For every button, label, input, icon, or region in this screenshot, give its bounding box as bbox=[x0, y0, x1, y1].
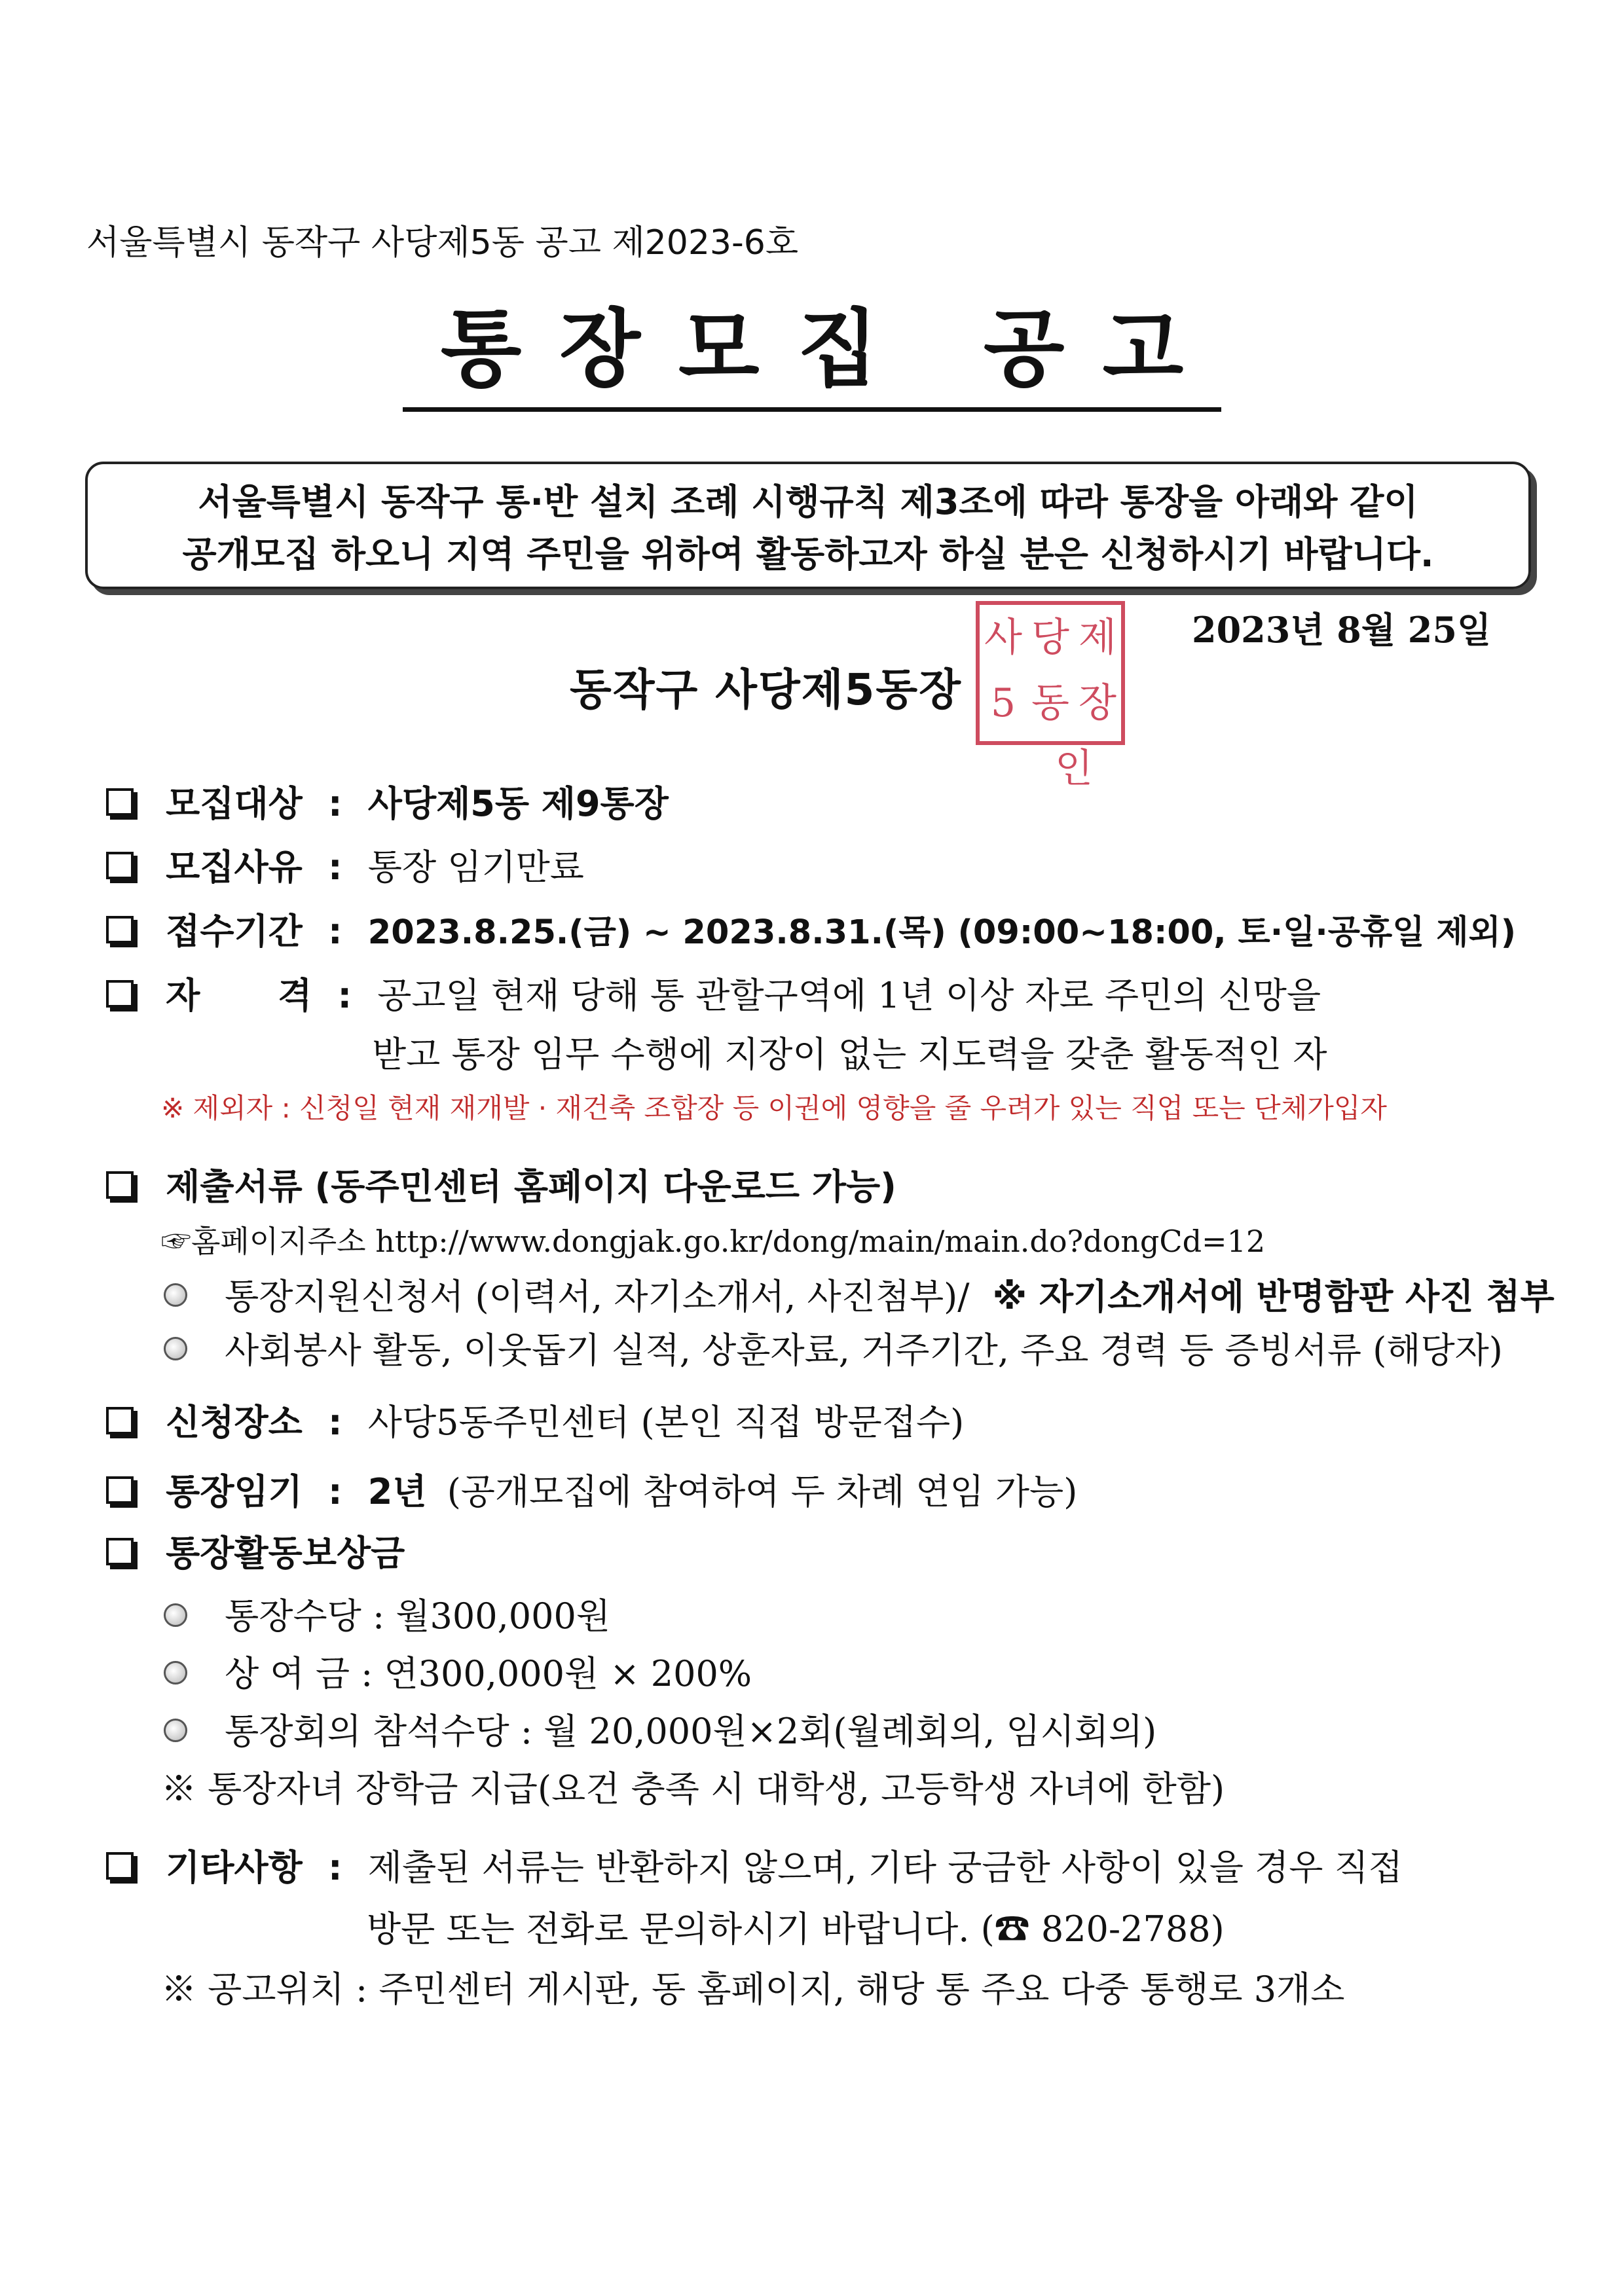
item-value: 사당제5동 제9통장 bbox=[367, 783, 669, 824]
colon: : bbox=[328, 1402, 342, 1443]
document-item-2 bbox=[164, 1322, 1503, 1373]
checkbox-icon bbox=[106, 852, 134, 879]
item-documents bbox=[106, 1159, 896, 1209]
page-title bbox=[0, 282, 1624, 412]
bullet-circle-icon bbox=[164, 1337, 187, 1360]
item-compensation bbox=[106, 1525, 405, 1576]
checkbox-icon bbox=[106, 788, 134, 816]
item-label: 접수기간 bbox=[166, 911, 303, 952]
bullet-circle-icon bbox=[164, 1661, 187, 1685]
qualification-line-2: 받고 통장 임무 수행에 지장이 없는 지도력을 갖춘 활동적인 자 bbox=[372, 1034, 1327, 1075]
compensation-item-1 bbox=[164, 1588, 610, 1639]
seal-char: 동 bbox=[1031, 680, 1069, 726]
notice-date: 2023년 8월 25일 bbox=[1192, 609, 1492, 651]
compensation-item-3 bbox=[164, 1704, 1156, 1754]
seal-char: 장 bbox=[1079, 680, 1116, 726]
item-value: 사당5동주민센터 (본인 직접 방문접수) bbox=[367, 1402, 965, 1443]
colon: : bbox=[337, 975, 352, 1016]
compensation-item-2 bbox=[164, 1646, 752, 1696]
checkbox-icon bbox=[106, 1852, 134, 1880]
compensation-text: 통장회의 참석수당 : 월 20,000원×2회(월례회의, 임시회의) bbox=[225, 1711, 1157, 1752]
checkbox-icon bbox=[106, 1476, 134, 1504]
document-text: 통장지원신청서 (이력서, 자기소개서, 사진첨부)/ bbox=[225, 1276, 970, 1317]
posting-location: ※ 공고위치 : 주민센터 게시판, 동 홈페이지, 해당 통 주요 다중 통행로 3개소 bbox=[161, 1969, 1345, 2010]
intro-line-2: 공개모집 하오니 지역 주민을 위하여 활동하고자 하실 분은 신청하시기 바랍니다. bbox=[182, 534, 1434, 575]
item-target bbox=[106, 776, 669, 826]
page-title-text: 통장모집 공고 bbox=[403, 282, 1221, 412]
issuer: 동작구 사당제5동장 bbox=[570, 665, 962, 715]
item-period bbox=[106, 903, 1516, 954]
checkbox-icon bbox=[106, 1407, 134, 1434]
bullet-circle-icon bbox=[164, 1719, 187, 1742]
item-value-bold: 2년 bbox=[367, 1471, 427, 1512]
exclusion-note: ※ 제외자 : 신청일 현재 재개발 · 재건축 조합장 등 이권에 영향을 줄 우려가 있는 직업 또는 단체가입자 bbox=[161, 1092, 1387, 1124]
item-label: 통장임기 bbox=[166, 1471, 303, 1512]
document-text: 사회봉사 활동, 이웃돕기 실적, 상훈자료, 거주기간, 주요 경력 등 증빙서류 (해당자) bbox=[225, 1330, 1503, 1371]
colon: : bbox=[328, 1471, 342, 1512]
item-label: 자 격 bbox=[166, 975, 312, 1016]
item-place bbox=[106, 1394, 964, 1445]
colon: : bbox=[328, 911, 342, 952]
seal-char: 사 bbox=[984, 615, 1022, 661]
document-number: 서울특별시 동작구 사당제5동 공고 제2023-6호 bbox=[86, 223, 799, 263]
item-value: (공개모집에 참여하여 두 차례 연임 가능) bbox=[447, 1471, 1078, 1512]
item-value: 2023.8.25.(금) ~ 2023.8.31.(목) (09:00~18:00, 토·일·공휴일 제외) bbox=[367, 913, 1517, 952]
item-term bbox=[106, 1464, 1077, 1514]
item-label: 통장활동보상금 bbox=[166, 1533, 405, 1574]
compensation-text: 상 여 금 : 연300,000원 × 200% bbox=[225, 1653, 752, 1694]
item-label: 제출서류 (동주민센터 홈페이지 다운로드 가능) bbox=[166, 1166, 896, 1207]
item-qualification bbox=[106, 968, 1321, 1018]
colon: : bbox=[328, 847, 342, 888]
document-note: ※ 자기소개서에 반명함판 사진 첨부 bbox=[992, 1276, 1555, 1317]
seal-char: 인 bbox=[1055, 746, 1093, 792]
item-label: 모집대상 bbox=[166, 783, 303, 824]
bullet-circle-icon bbox=[164, 1283, 187, 1307]
other-line-2: 방문 또는 전화로 문의하시기 바랍니다. (☎ 820-2788) bbox=[367, 1908, 1225, 1950]
colon: : bbox=[328, 1847, 342, 1888]
checkbox-icon bbox=[106, 1171, 134, 1199]
item-label: 신청장소 bbox=[166, 1402, 303, 1443]
item-value: 통장 임기만료 bbox=[367, 847, 584, 888]
item-label: 기타사항 bbox=[166, 1847, 303, 1888]
item-label: 모집사유 bbox=[166, 847, 303, 888]
item-reason bbox=[106, 839, 584, 890]
item-value: 제출된 서류는 반환하지 않으며, 기타 궁금한 사항이 있을 경우 직접 bbox=[367, 1847, 1403, 1888]
colon: : bbox=[328, 783, 342, 824]
intro-line-1: 서울특별시 동작구 통·반 설치 조례 시행규칙 제3조에 따라 통장을 아래와 같이 bbox=[198, 481, 1418, 522]
compensation-text: 통장수당 : 월300,000원 bbox=[225, 1595, 610, 1637]
intro-box bbox=[85, 462, 1531, 589]
document-item-1 bbox=[164, 1269, 1555, 1319]
seal-char: 5 bbox=[990, 680, 1016, 726]
official-seal bbox=[976, 601, 1125, 792]
item-value: 공고일 현재 당해 통 관할구역에 1년 이상 자로 주민의 신망을 bbox=[377, 975, 1321, 1016]
item-other bbox=[106, 1840, 1403, 1890]
seal-char: 제 bbox=[1079, 615, 1116, 661]
bullet-circle-icon bbox=[164, 1603, 187, 1627]
seal-char: 당 bbox=[1031, 615, 1069, 661]
scholarship-note: ※ 통장자녀 장학금 지급(요건 충족 시 대학생, 고등학생 자녀에 한함) bbox=[161, 1768, 1225, 1810]
checkbox-icon bbox=[106, 980, 134, 1008]
checkbox-icon bbox=[106, 1538, 134, 1565]
checkbox-icon bbox=[106, 916, 134, 943]
homepage-url: ☞홈페이지주소 http://www.dongjak.go.kr/dong/main/main.do?dongCd=12 bbox=[161, 1224, 1266, 1259]
